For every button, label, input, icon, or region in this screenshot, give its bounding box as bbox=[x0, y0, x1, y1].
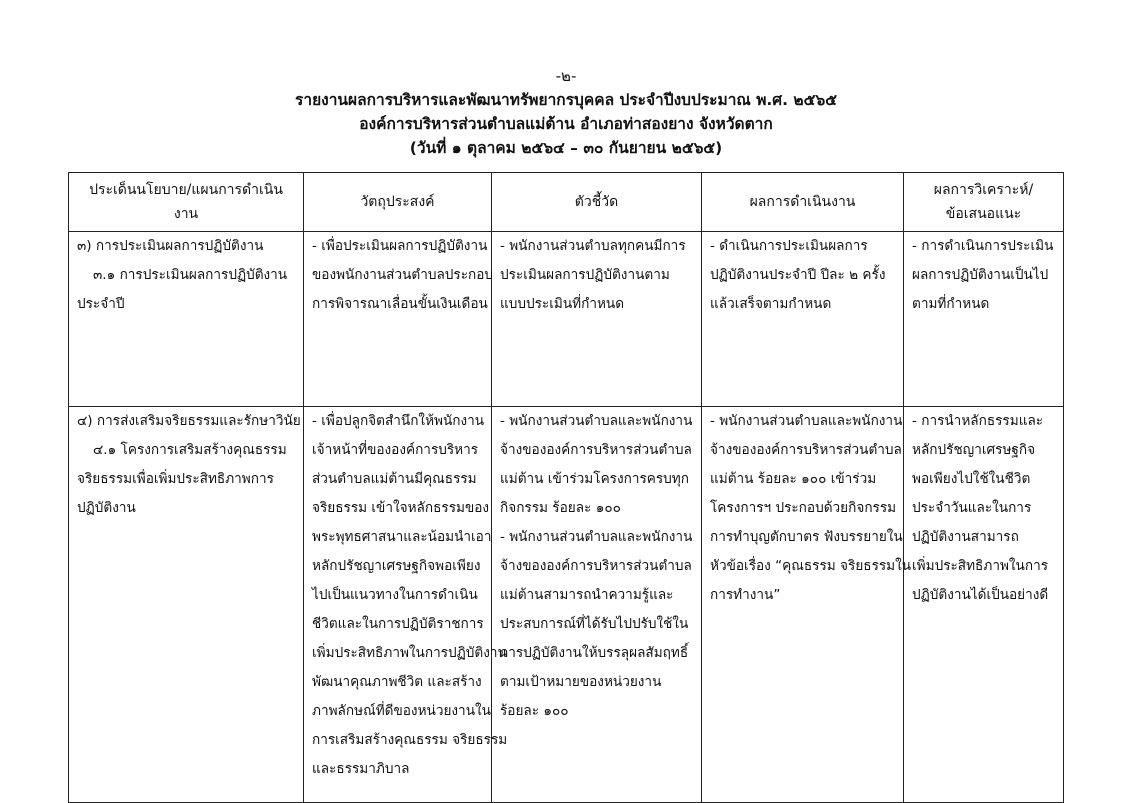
col-header-objective: วัตถุประสงค์ bbox=[304, 173, 492, 232]
indicator-line: จ้างขององค์การบริหารส่วนตำบล bbox=[500, 558, 692, 574]
table-row bbox=[69, 407, 1064, 803]
indicator-cell bbox=[492, 407, 702, 803]
objective-line: เจ้าหน้าที่ขององค์การบริหาร bbox=[312, 442, 479, 458]
policy-line: ๔) การส่งเสริมจริยธรรมและรักษาวินัย bbox=[77, 413, 301, 429]
indicator-line: แม่ต้านสามารถนำความรู้และ bbox=[500, 587, 674, 603]
analysis-cell bbox=[904, 407, 1064, 803]
policy-cell bbox=[69, 232, 304, 407]
col-header-policy: ประเด็นนโยบาย/แผนการดำเนินงาน bbox=[69, 173, 304, 232]
analysis-line: ปฏิบัติงานสามารถ bbox=[912, 529, 1019, 545]
objective-line: ส่วนตำบลแม่ต้านมีคุณธรรม bbox=[312, 471, 477, 487]
indicator-line: - พนักงานส่วนตำบลทุกคนมีการ bbox=[500, 238, 686, 254]
table-row bbox=[69, 232, 1064, 407]
analysis-line: หลักปรัชญาเศรษฐกิจ bbox=[912, 442, 1036, 458]
policy-line: ๓) การประเมินผลการปฏิบัติงาน bbox=[77, 238, 264, 254]
objective-line: - เพื่อปลูกจิตสำนึกให้พนักงาน bbox=[312, 413, 485, 429]
objective-line: ภาพลักษณ์ที่ดีของหน่วยงานใน bbox=[312, 703, 491, 719]
analysis-line: ปฏิบัติงานได้เป็นอย่างดี bbox=[912, 587, 1049, 603]
col-header-analysis-line-2: ข้อเสนอแนะ bbox=[945, 206, 1022, 222]
col-header-analysis bbox=[904, 173, 1064, 232]
objective-line: การพิจารณาเลื่อนขั้นเงินเดือน bbox=[312, 296, 488, 312]
result-line: แล้วเสร็จตามกำหนด bbox=[710, 296, 832, 312]
result-line: การทำงาน” bbox=[710, 587, 781, 603]
table-header-row bbox=[69, 173, 1064, 232]
objective-cell bbox=[304, 407, 508, 803]
analysis-cell bbox=[904, 232, 1064, 407]
result-line: ปฏิบัติงานประจำปี ปีละ ๒ ครั้ง bbox=[710, 267, 886, 283]
analysis-line: เพิ่มประสิทธิภาพในการ bbox=[912, 558, 1049, 574]
indicator-cell bbox=[492, 232, 702, 407]
analysis-line: - การนำหลักธรรมและ bbox=[912, 413, 1044, 429]
objective-cell bbox=[304, 232, 492, 407]
indicator-line: - พนักงานส่วนตำบลและพนักงาน bbox=[500, 529, 693, 545]
policy-cell bbox=[69, 407, 304, 803]
indicator-line: การปฏิบัติงานให้บรรลุผลสัมฤทธิ์ bbox=[500, 645, 689, 661]
report-table bbox=[68, 172, 1064, 803]
title-line-2: องค์การบริหารส่วนตำบลแม่ต้าน อำเภอท่าสองยาง จังหวัดตาก bbox=[359, 115, 773, 133]
result-cell bbox=[702, 232, 904, 407]
objective-line: พัฒนาคุณภาพชีวิต และสร้าง bbox=[312, 674, 482, 690]
result-line: แม่ต้าน ร้อยละ ๑๐๐ เข้าร่วม bbox=[710, 471, 877, 487]
indicator-line: จ้างขององค์การบริหารส่วนตำบล bbox=[500, 442, 692, 458]
result-line: - พนักงานส่วนตำบลและพนักงาน bbox=[710, 413, 903, 429]
indicator-line: กิจกรรม ร้อยละ ๑๐๐ bbox=[500, 500, 621, 516]
objective-line: เพิ่มประสิทธิภาพในการปฏิบัติงาน bbox=[312, 645, 507, 661]
col-header-analysis-line-1: ผลการวิเคราะห์/ bbox=[933, 182, 1034, 198]
result-line: การทำบุญตักบาตร ฟังบรรยายใน bbox=[710, 529, 903, 545]
indicator-line: - พนักงานส่วนตำบลและพนักงาน bbox=[500, 413, 693, 429]
analysis-line: ตามที่กำหนด bbox=[912, 296, 990, 312]
objective-line: พระพุทธศาสนาและน้อมนำเอา bbox=[312, 529, 492, 545]
objective-line: ชีวิตและในการปฏิบัติราชการ bbox=[312, 616, 484, 632]
policy-line: ๔.๑ โครงการเสริมสร้างคุณธรรม bbox=[93, 442, 287, 458]
objective-line: หลักปรัชญาเศรษฐกิจพอเพียง bbox=[312, 558, 481, 574]
policy-line: ๓.๑ การประเมินผลการปฏิบัติงาน bbox=[93, 267, 288, 283]
title-line-3: (วันที่ ๑ ตุลาคม ๒๕๖๔ – ๓๐ กันยายน ๒๕๖๕) bbox=[409, 139, 723, 157]
indicator-line: ร้อยละ ๑๐๐ bbox=[500, 703, 569, 719]
objective-line: - เพื่อประเมินผลการปฏิบัติงาน bbox=[312, 238, 488, 254]
indicator-line: แม่ต้าน เข้าร่วมโครงการครบทุก bbox=[500, 471, 689, 487]
policy-line: จริยธรรมเพื่อเพิ่มประสิทธิภาพการ bbox=[77, 471, 274, 487]
objective-line: จริยธรรม เข้าใจหลักธรรมของ bbox=[312, 500, 490, 516]
analysis-line: ผลการปฏิบัติงานเป็นไป bbox=[912, 267, 1049, 283]
result-line: หัวข้อเรื่อง “คุณธรรม จริยธรรมใน bbox=[710, 558, 912, 574]
analysis-line: พอเพียงไปใช้ในชีวิต bbox=[912, 471, 1031, 487]
objective-line: ไปเป็นแนวทางในการดำเนิน bbox=[312, 587, 478, 603]
analysis-line: - การดำเนินการประเมิน bbox=[912, 238, 1054, 254]
col-header-result: ผลการดำเนินงาน bbox=[702, 173, 904, 232]
report-title bbox=[0, 88, 1132, 160]
indicator-line: ตามเป้าหมายของหน่วยงาน bbox=[500, 674, 662, 690]
analysis-line: ประจำวันและในการ bbox=[912, 500, 1032, 516]
title-line-1: รายงานผลการบริหารและพัฒนาทรัพยากรบุคคล ประจำปีงบประมาณ พ.ศ. ๒๕๖๕ bbox=[295, 91, 837, 109]
result-line: จ้างขององค์การบริหารส่วนตำบล bbox=[710, 442, 902, 458]
objective-line: การเสริมสร้างคุณธรรม จริยธรรม bbox=[312, 732, 508, 748]
objective-line: ของพนักงานส่วนตำบลประกอบ bbox=[312, 267, 494, 283]
result-cell bbox=[702, 407, 912, 803]
result-line: - ดำเนินการประเมินผลการ bbox=[710, 238, 868, 254]
indicator-line: ประสบการณ์ที่ได้รับไปปรับใช้ใน bbox=[500, 616, 689, 632]
result-line: โครงการฯ ประกอบด้วยกิจกรรม bbox=[710, 500, 897, 516]
objective-line: และธรรมาภิบาล bbox=[312, 761, 410, 777]
indicator-line: ประเมินผลการปฏิบัติงานตาม bbox=[500, 267, 670, 283]
page-number: -๒- bbox=[555, 67, 577, 85]
indicator-line: แบบประเมินที่กำหนด bbox=[500, 296, 625, 312]
policy-line: ปฏิบัติงาน bbox=[77, 500, 136, 516]
col-header-indicator: ตัวชี้วัด bbox=[492, 173, 702, 232]
policy-line: ประจำปี bbox=[77, 296, 125, 312]
